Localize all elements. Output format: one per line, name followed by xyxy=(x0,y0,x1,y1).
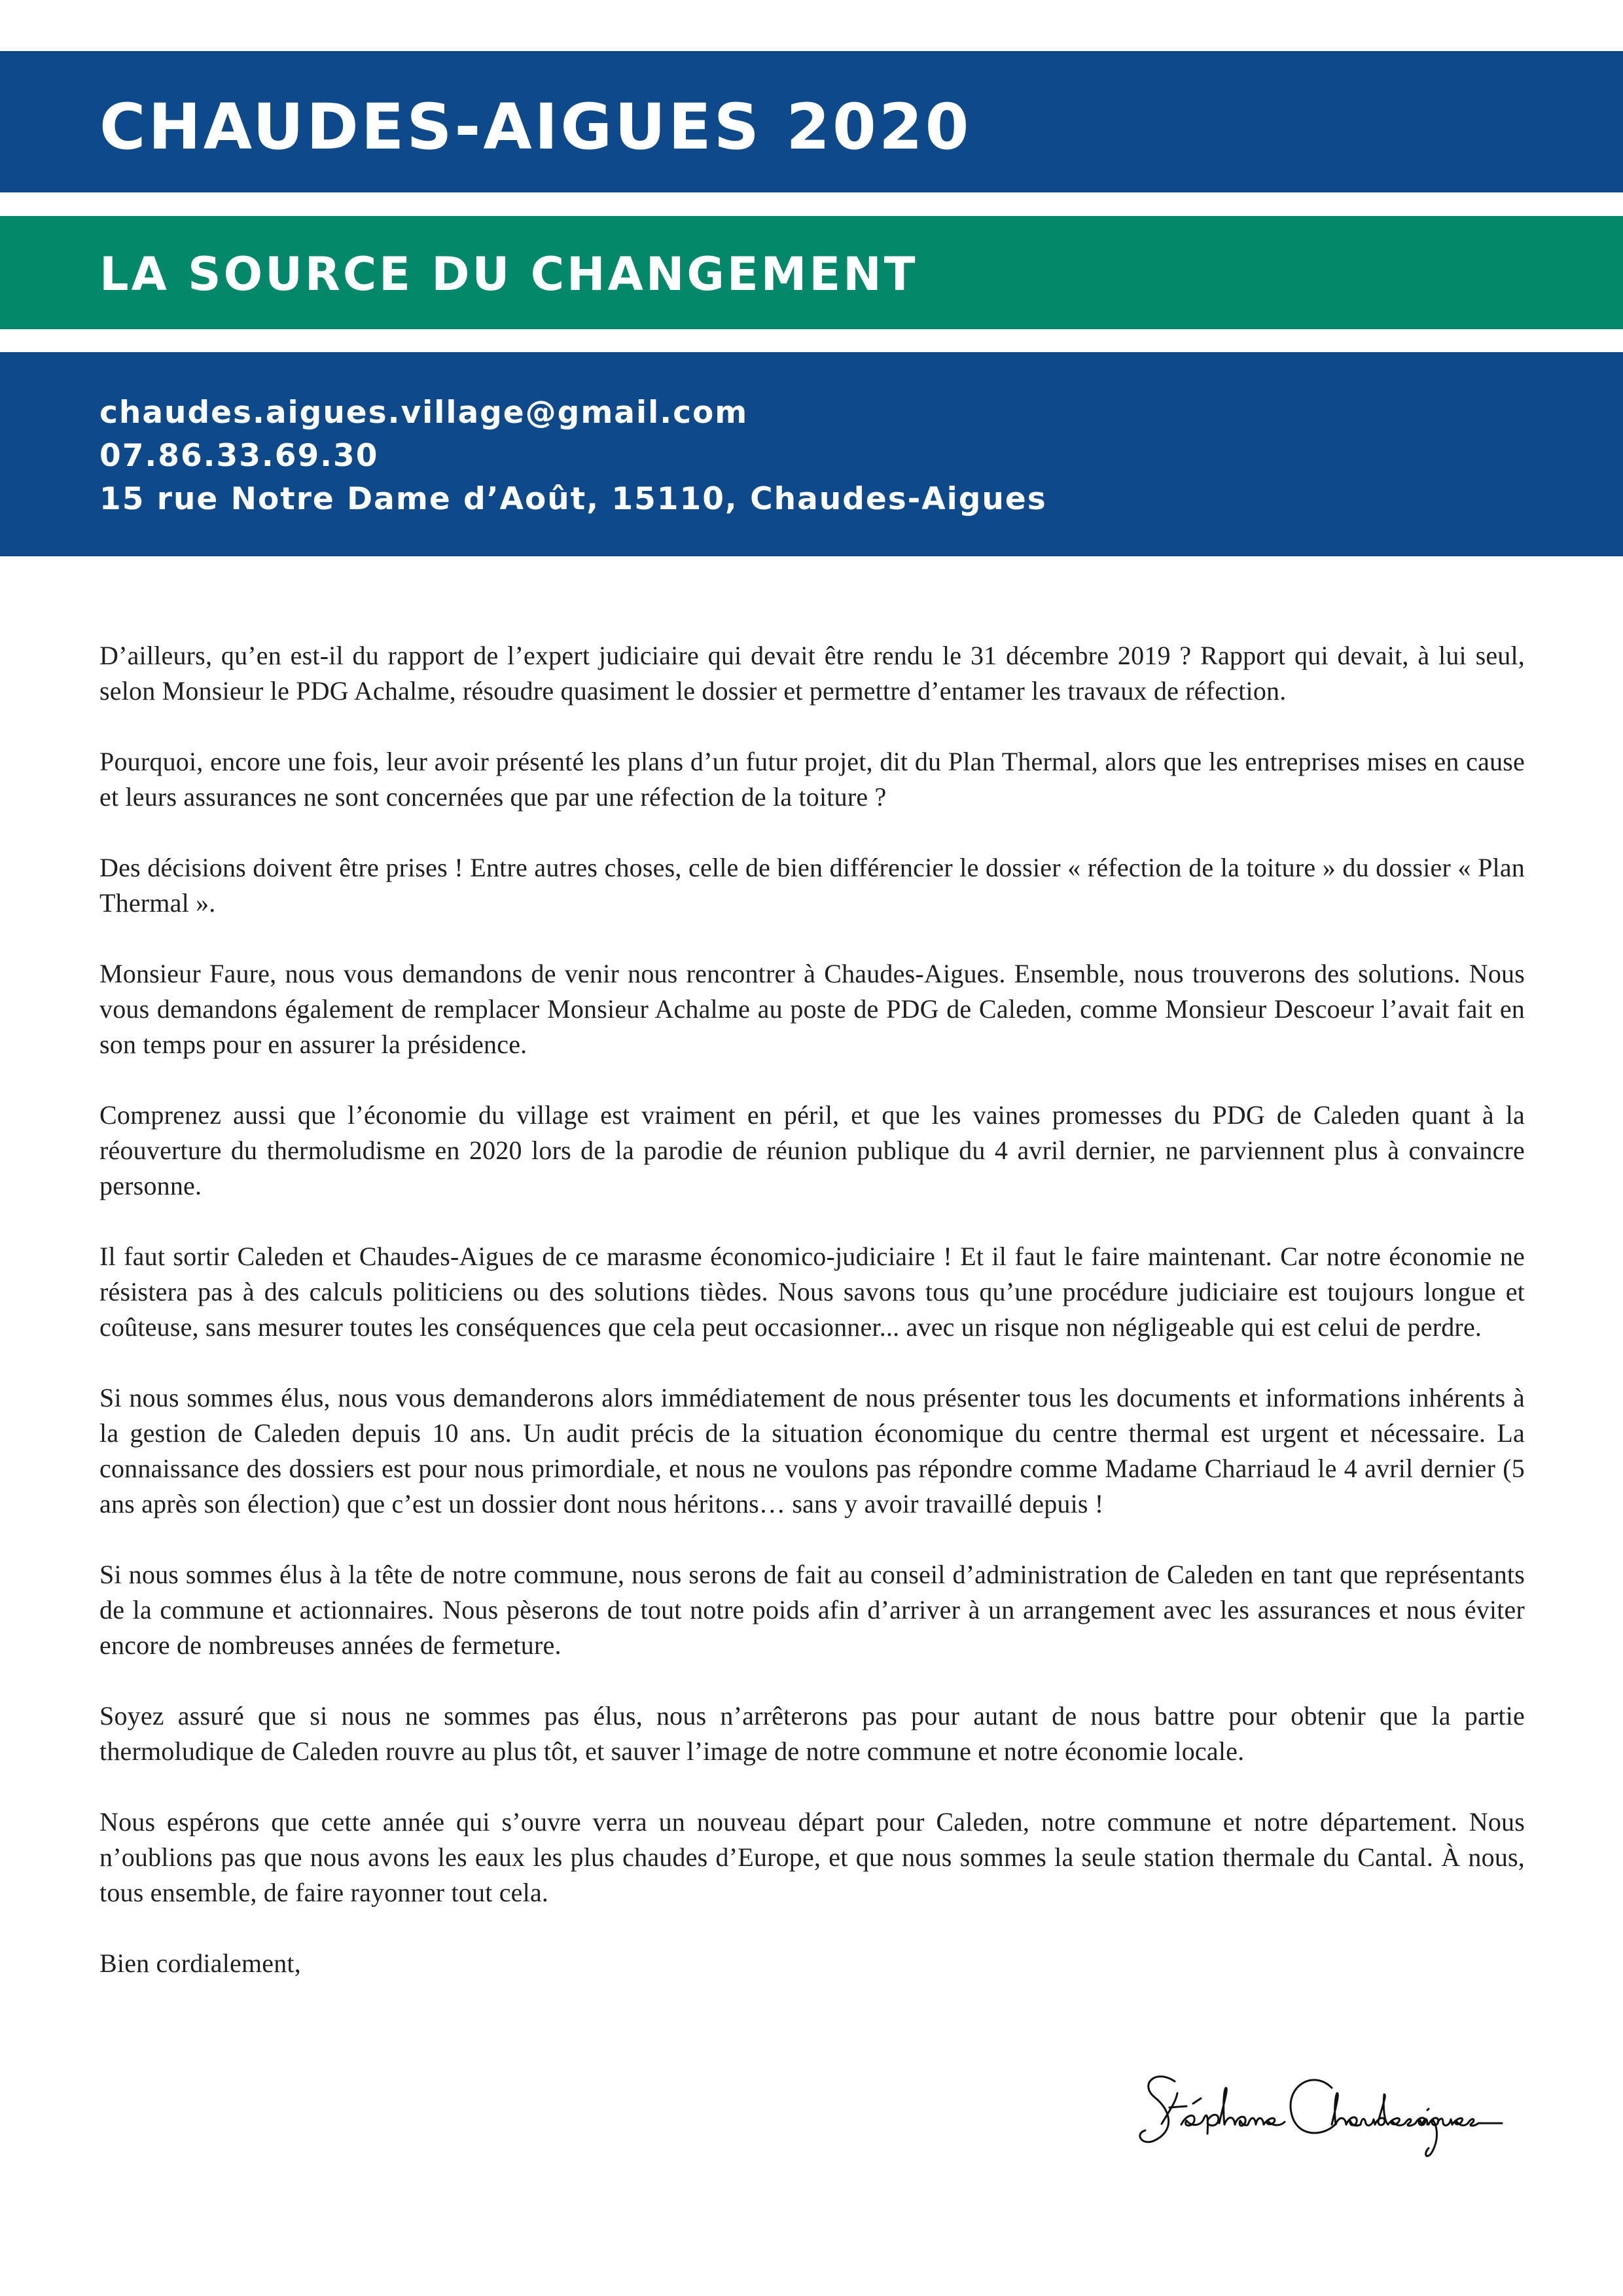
letter-paragraph: Si nous sommes élus à la tête de notre commune, nous serons de fait au conseil d’administration de Caleden en tant que représentants de la commune et actionnaires. Nous pèserons de tout notre poids afin d’arriver à un arrangement avec les assurances et nous éviter encore de nombreuses années de fermeture. xyxy=(99,1560,1525,1660)
letter-paragraph: Il faut sortir Caleden et Chaudes-Aigues de ce marasme économico-judiciaire ! Et il faut le faire maintenant. Car notre économie ne résistera pas à des calculs politiciens ou des solutions tièdes. Nous savons tous qu’une procédure judiciaire est toujours longue et coûteuse, sans mesurer toutes les conséquences que cela peut occasionner... avec un risque non négligeable qui est celui de perdre. xyxy=(99,1242,1525,1342)
contact-address: 15 rue Notre Dame d’Août, 15110, Chaudes-Aigues xyxy=(99,481,1047,517)
contact-block xyxy=(99,391,1047,521)
page-title: CHAUDES-AIGUES 2020 xyxy=(99,90,972,164)
signature-image xyxy=(1135,2062,1528,2166)
letter-body xyxy=(99,638,1525,2017)
contact-email: chaudes.aigues.village@gmail.com xyxy=(99,395,749,431)
letter-paragraph: Des décisions doivent être prises ! Entre autres choses, celle de bien différencier le dossier « réfection de la toiture » du dossier « Plan Thermal ». xyxy=(99,853,1525,918)
letter-paragraph: Si nous sommes élus, nous vous demanderons alors immédiatement de nous présenter tous les documents et informations inhérents à la gestion de Caleden depuis 10 ans. Un audit précis de la situation économique du centre thermal est urgent et nécessaire. La connaissance des dossiers est pour nous primordiale, et nous ne voulons pas répondre comme Madame Charriaud le 4 avril dernier (5 ans après son élection) que c’est un dossier dont nous héritons… sans y avoir travaillé depuis ! xyxy=(99,1383,1525,1518)
title-band xyxy=(0,51,1623,192)
letter-paragraph: Pourquoi, encore une fois, leur avoir présenté les plans d’un futur projet, dit du Plan Thermal, alors que les entreprises mises en cause et leurs assurances ne sont concernées que par une réfection de la toiture ? xyxy=(99,747,1525,812)
letter-paragraph: Nous espérons que cette année qui s’ouvre verra un nouveau départ pour Caleden, notre commune et notre département. Nous n’oublions pas que nous avons les eaux les plus chaudes d’Europe, et que nous sommes la seule station thermale du Cantal. À nous, tous ensemble, de faire rayonner tout cela. xyxy=(99,1807,1525,1907)
letter-paragraph: Soyez assuré que si nous ne sommes pas élus, nous n’arrêterons pas pour autant de nous battre pour obtenir que la partie thermoludique de Caleden rouvre au plus tôt, et sauver l’image de notre commune et notre économie locale. xyxy=(99,1701,1525,1766)
letter-paragraph: Comprenez aussi que l’économie du village est vraiment en péril, et que les vaines promesses du PDG de Caleden quant à la réouverture du thermoludisme en 2020 lors de la parodie de réunion publique du 4 avril dernier, ne parviennent plus à convaincre personne. xyxy=(99,1100,1525,1200)
letter-closing: Bien cordialement, xyxy=(99,1948,301,1978)
page-subtitle: LA SOURCE DU CHANGEMENT xyxy=(99,247,918,301)
contact-phone: 07.86.33.69.30 xyxy=(99,438,379,474)
subtitle-band xyxy=(0,216,1623,329)
letter-paragraph: Monsieur Faure, nous vous demandons de venir nous rencontrer à Chaudes-Aigues. Ensemble, nous trouverons des solutions. Nous vous demandons également de remplacer Monsieur Achalme au poste de PDG de Caleden, comme Monsieur Descoeur l’avait fait en son temps pour en assurer la présidence. xyxy=(99,959,1525,1059)
letter-paragraph: D’ailleurs, qu’en est-il du rapport de l’expert judiciaire qui devait être rendu le 31 décembre 2019 ? Rapport qui devait, à lui seul, selon Monsieur le PDG Achalme, résoudre quasiment le dossier et permettre d’entamer les travaux de réfection. xyxy=(99,641,1525,706)
contact-band xyxy=(0,352,1623,556)
